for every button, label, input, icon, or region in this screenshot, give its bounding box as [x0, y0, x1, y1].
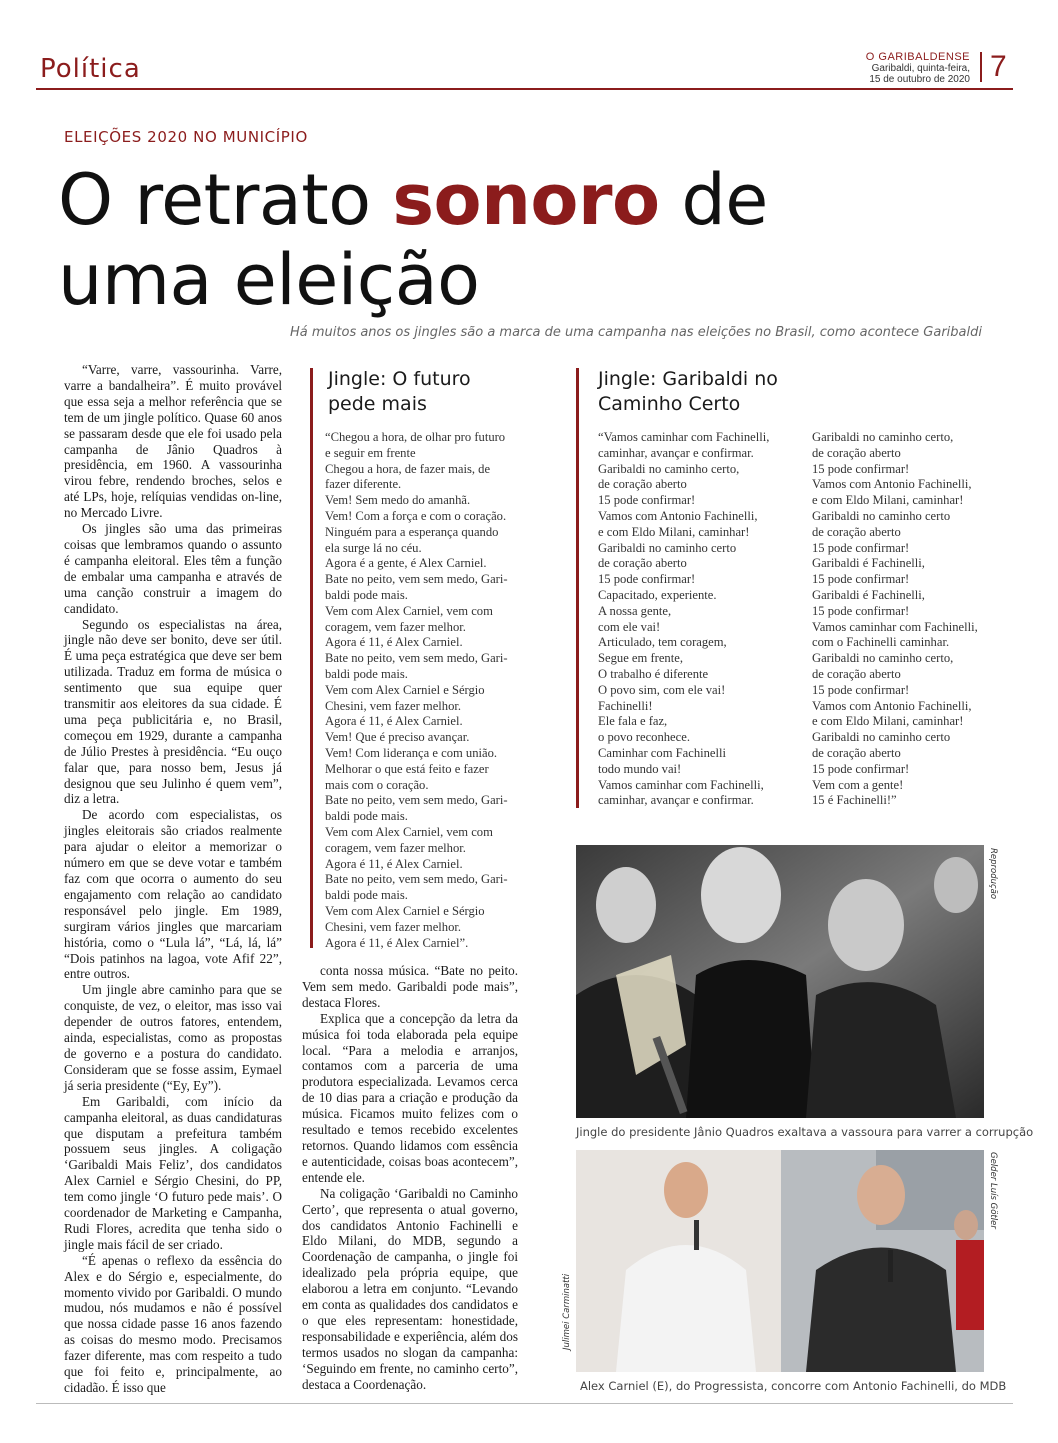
- lyric-line: e com Eldo Milani, caminhar!: [812, 714, 964, 729]
- photo2-credit-right: Gelder Luís Götler: [988, 1152, 998, 1229]
- lyric-line: Garibaldi no caminho certo: [812, 508, 951, 523]
- lyric-line: 15 pode confirmar!: [598, 572, 696, 587]
- lyric-line: Vem com a gente!: [812, 777, 904, 792]
- lyric-line: de coração aberto: [598, 477, 687, 492]
- box2-title-line-2: Caminho Certo: [598, 393, 741, 415]
- lyric-line: Garibaldi no caminho certo,: [598, 461, 740, 476]
- lyric-line: baldi pode mais.: [325, 809, 408, 824]
- lyric-line: de coração aberto: [812, 445, 901, 460]
- lyric-line: O trabalho é diferente: [598, 666, 709, 681]
- lyric-line: e seguir em frente: [325, 445, 416, 460]
- box1-title-line-2: pede mais: [328, 393, 427, 415]
- lyric-line: Chesini, vem fazer melhor.: [325, 919, 462, 934]
- lyric-line: Bate no peito, vem sem medo, Gari-: [325, 793, 508, 808]
- lyric-line: Vem com Alex Carniel, vem com: [325, 603, 493, 618]
- lyric-line: ela surge lá no céu.: [325, 540, 422, 555]
- lyric-line: e com Eldo Milani, caminhar!: [812, 493, 964, 508]
- lyric-line: Vem com Alex Carniel e Sérgio: [325, 903, 485, 918]
- article-paragraph: conta nossa música. “Bate no peito. Vem sem medo. Garibaldi pode mais”, destaca Flores.: [302, 963, 518, 1010]
- header-rule: [36, 88, 1013, 90]
- lyric-line: de coração aberto: [812, 524, 901, 539]
- photo-candidates: [576, 1150, 984, 1372]
- lyric-line: Garibaldi no caminho certo,: [812, 430, 954, 444]
- lyric-line: Vamos com Antonio Fachinelli,: [812, 698, 972, 713]
- article-paragraph: Na coligação ‘Garibaldi no Caminho Certo’, que representa o atual governo, dos candidatos Antonio Fachinelli e Eldo Milani, do MDB, segundo a Coordenação de campanha, o jingle foi idealizado pela própria equipe, que elaborou a letra em conjunto. “Levando em conta as qualidades dos candidatos e o que eles representam: honestidade, responsabilidade e experiência, além dos termos usados no slogan da campanha: ‘Seguindo em frente, no caminho certo”, destaca a Coordenação.: [302, 1185, 518, 1392]
- article-paragraph: Segundo os especialistas na área, jingle não deve ser bonito, deve ser útil. É uma peça estratégica que deve ser bem utilizada. Traduz em forma de música o sentimento que sua equipe quer transmitir aos eleitores da sua cidade. É uma peça publicitária e, no Brasil, começou em 1929, durante a campanha de Júlio Prestes à presidência. “Eu ouço falar que, para nosso bem, Jesus já designou que seu Julinho é quem vem”, diz a letra.: [64, 616, 282, 807]
- box2-title: [598, 367, 778, 417]
- lyric-line: Garibaldi no caminho certo: [812, 730, 951, 745]
- box1-rule: [310, 368, 313, 948]
- lyric-line: Agora é 11, é Alex Carniel.: [325, 635, 463, 650]
- lyric-line: Agora é 11, é Alex Carniel.: [325, 714, 463, 729]
- lyric-line: caminhar, avançar e confirmar.: [598, 793, 754, 808]
- lyric-line: de coração aberto: [812, 666, 901, 681]
- lyric-line: 15 pode confirmar!: [812, 761, 910, 776]
- lyric-line: de coração aberto: [598, 556, 687, 571]
- lyric-line: Garibaldi no caminho certo: [598, 540, 737, 555]
- lyric-line: Vem! Com liderança e com união.: [325, 745, 498, 760]
- box1-title-line-1: Jingle: O futuro: [328, 368, 471, 390]
- lyric-line: 15 pode confirmar!: [812, 572, 910, 587]
- lyric-line: coragem, vem fazer melhor.: [325, 619, 466, 634]
- article-paragraph: Em Garibaldi, com início da campanha eleitoral, as duas candidaturas que disputam a prefeitura também possuem seus jingles. A coligação ‘Garibaldi Mais Feliz’, dos candidatos Alex Carniel e Sérgio Chesini, do PP, tem como jingle ‘O futuro pede mais’. O coordenador de Marketing e Campanha, Rudi Flores, acredita que tenha sido o jingle mais fácil de ser criado.: [64, 1093, 282, 1252]
- lyric-line: Vamos caminhar com Fachinelli,: [812, 619, 978, 634]
- lyric-line: Agora é 11, é Alex Carniel”.: [325, 935, 469, 950]
- photo-candidates-image: [576, 1150, 984, 1372]
- lyric-line: Garibaldi no caminho certo,: [812, 651, 954, 666]
- lyric-line: baldi pode mais.: [325, 587, 408, 602]
- lyric-line: Vem com Alex Carniel e Sérgio: [325, 682, 485, 697]
- photo-janio-quadros-image: [576, 845, 984, 1118]
- lyric-line: Articulado, tem coragem,: [598, 635, 727, 650]
- lyric-line: Garibaldi é Fachinelli,: [812, 587, 925, 602]
- lyric-line: Agora é 11, é Alex Carniel.: [325, 856, 463, 871]
- lyric-line: todo mundo vai!: [598, 761, 682, 776]
- lyric-line: caminhar, avançar e confirmar.: [598, 445, 754, 460]
- photo2-credit-left: Julimei Carminatti: [562, 1273, 572, 1350]
- lyric-line: Vem! Com a força e com o coração.: [325, 508, 507, 523]
- lyric-line: de coração aberto: [812, 745, 901, 760]
- box2-lyrics-right: [812, 430, 978, 809]
- lyric-line: Segue em frente,: [598, 651, 683, 666]
- lyric-line: o povo reconhece.: [598, 730, 690, 745]
- box2-title-line-1: Jingle: Garibaldi no: [598, 368, 778, 390]
- lyric-line: Agora é a gente, é Alex Carniel.: [325, 556, 487, 571]
- lyric-line: Melhorar o que está feito e fazer: [325, 761, 489, 776]
- section-title: Política: [40, 54, 141, 84]
- lyric-line: com ele vai!: [598, 619, 661, 634]
- lyric-line: A nossa gente,: [598, 603, 672, 618]
- headline-highlight: sonoro: [392, 159, 660, 241]
- photo1-caption: Jingle do presidente Jânio Quadros exaltava a vassoura para varrer a corrupção: [576, 1125, 1034, 1139]
- headline-part-1: O retrato: [58, 159, 393, 241]
- lyric-line: Ninguém para a esperança quando: [325, 524, 499, 539]
- lyric-line: 15 pode confirmar!: [812, 603, 910, 618]
- lyric-line: Vem com Alex Carniel, vem com: [325, 824, 493, 839]
- lyric-line: Garibaldi é Fachinelli,: [812, 556, 925, 571]
- lyric-line: Chegou a hora, de fazer mais, de: [325, 461, 491, 476]
- lyric-line: 15 pode confirmar!: [812, 461, 910, 476]
- article-paragraph: Um jingle abre caminho para que se conquiste, de vez, o eleitor, mas isso vai depender de outros fatores, entendem, ainda, especialistas, como as propostas de governo e a postura do candidato. Consideram que se fosse assim, Eymael já seria presidente (“Ey, Ey”).: [64, 982, 282, 1093]
- lyric-line: coragem, vem fazer melhor.: [325, 840, 466, 855]
- lyric-line: Vamos com Antonio Fachinelli,: [598, 508, 758, 523]
- article-column-1: [64, 362, 282, 1396]
- lyric-line: Fachinelli!: [598, 698, 653, 713]
- article-paragraph: De acordo com especialistas, os jingles eleitorais são criados realmente para ajudar o eleitor a memorizar o número em que se deve votar e também faz com que ocorra o aumento do seu engajamento com relação ao candidato responsável pelo jingle. Em 1989, surgiram vários jingles que marcariam história, como o “Lula lá”, “Lá, lá, lá” “Dois patinhos na lagoa, vote Afif 22”, entre outros.: [64, 807, 282, 982]
- lyric-line: baldi pode mais.: [325, 666, 408, 681]
- lyric-line: Vem! Que é preciso avançar.: [325, 730, 470, 745]
- box1-title: [328, 367, 471, 417]
- lyric-line: 15 pode confirmar!: [812, 540, 910, 555]
- date-line-2: 15 de outubro de 2020: [869, 74, 970, 85]
- lyric-line: 15 é Fachinelli!”: [812, 793, 897, 808]
- box1-lyrics: [325, 430, 508, 951]
- lyric-line: Vem! Sem medo do amanhã.: [325, 493, 471, 508]
- lyric-line: Caminhar com Fachinelli: [598, 745, 727, 760]
- article-paragraph: Explica que a concepção da letra da música foi toda elaborada pela equipe local. “Para a melodia e arranjos, contamos com a parceria de uma produtora especializada. Levamos cerca de 10 dias para a criação e produção da música. Ficamos muito felizes com o resultado e temos recebido excelentes retornos. Quando lidamos com essência e autenticidade, coisas boas acontecem”, entende ele.: [302, 1010, 518, 1185]
- lyric-line: “Vamos caminhar com Fachinelli,: [598, 430, 770, 444]
- page-number-divider: [980, 52, 982, 82]
- lyric-line: Vamos com Antonio Fachinelli,: [812, 477, 972, 492]
- photo2-caption: Alex Carniel (E), do Progressista, concorre com Antonio Fachinelli, do MDB: [580, 1379, 1007, 1393]
- lyric-line: fazer diferente.: [325, 477, 402, 492]
- subheadline: Há muitos anos os jingles são a marca de uma campanha nas eleições no Brasil, como acontece Garibaldi: [290, 325, 982, 340]
- kicker: ELEIÇÕES 2020 NO MUNICÍPIO: [64, 128, 308, 146]
- box2-lyrics-left: [598, 430, 769, 809]
- article-column-2: [302, 963, 518, 1392]
- photo1-credit: Reprodução: [988, 848, 998, 900]
- lyric-line: Chesini, vem fazer melhor.: [325, 698, 462, 713]
- lyric-line: mais com o coração.: [325, 777, 429, 792]
- photo-janio-quadros: [576, 845, 984, 1118]
- lyric-line: Bate no peito, vem sem medo, Gari-: [325, 572, 508, 587]
- lyric-line: Vamos caminhar com Fachinelli,: [598, 777, 764, 792]
- headline-line-2: uma eleição: [58, 239, 480, 321]
- article-paragraph: “Varre, varre, vassourinha. Varre, varre a bandalheira”. É muito provável que essa seja a melhor referência que se tem de um jingle político. Quase 60 anos se passaram desde que ele foi usado pela campanha de Jânio Quadros à presidência, em 1960. A vassourinha virou febre, rendendo broches, selos e até LPs, hoje, relíquias vendidas on-line, no Mercado Livre.: [64, 362, 282, 521]
- article-paragraph: Os jingles são uma das primeiras coisas que lembramos quando o assunto é campanha eleitoral. Eles têm a função de embalar uma campanha e através de uma canção construir a imagem do candidato.: [64, 521, 282, 616]
- lyric-line: Bate no peito, vem sem medo, Gari-: [325, 651, 508, 666]
- date-line-1: Garibaldi, quinta-feira,: [871, 63, 970, 74]
- headline-part-2: de: [659, 159, 768, 241]
- masthead: [866, 52, 970, 85]
- article-paragraph: “É apenas o reflexo da essência do Alex e do Sérgio e, especialmente, do momento vivido por Garibaldi. O mundo mudou, nós mudamos e não é possível que nossa cidade passe 16 anos fazendo as coisas do mesmo modo. Precisamos fazer diferente, mas com respeito a tudo que foi feito e, principalmente, ao cidadão. É isso que: [64, 1252, 282, 1395]
- lyric-line: e com Eldo Milani, caminhar!: [598, 524, 750, 539]
- lyric-line: Ele fala e faz,: [598, 714, 668, 729]
- page-number: 7: [990, 50, 1007, 83]
- box2-rule: [576, 368, 579, 808]
- lyric-line: “Chegou a hora, de olhar pro futuro: [325, 430, 506, 444]
- lyric-line: 15 pode confirmar!: [812, 682, 910, 697]
- lyric-line: Capacitado, experiente.: [598, 587, 717, 602]
- lyric-line: baldi pode mais.: [325, 888, 408, 903]
- lyric-line: Bate no peito, vem sem medo, Gari-: [325, 872, 508, 887]
- footer-rule: [36, 1403, 1013, 1404]
- lyric-line: com o Fachinelli caminhar.: [812, 635, 950, 650]
- lyric-line: O povo sim, com ele vai!: [598, 682, 726, 697]
- headline: [58, 160, 958, 320]
- newspaper-name: O GARIBALDENSE: [865, 51, 970, 63]
- lyric-line: 15 pode confirmar!: [598, 493, 696, 508]
